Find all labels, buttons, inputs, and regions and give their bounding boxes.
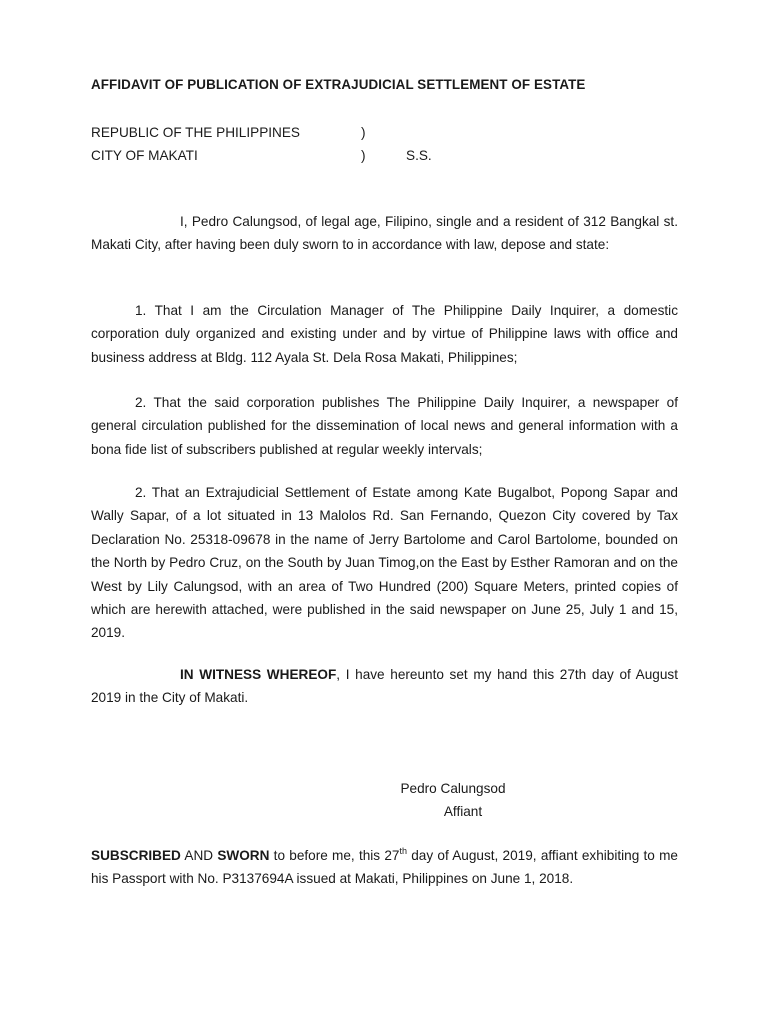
venue-paren-1: ): [361, 125, 366, 140]
affiant-role: Affiant: [443, 804, 483, 819]
jurat-text-2: day of August, 2019, affiant exhibiting to me his Passport with No. P3137694A issued at Makati, Philippines on June 1, 2018.: [91, 848, 678, 887]
venue-paren-2: ): [361, 148, 366, 163]
jurat-text-1: to before me, this 27: [269, 848, 400, 863]
witness-paragraph: [91, 663, 678, 710]
item-3-paragraph: 2. That an Extrajudicial Settlement of Estate among Kate Bugalbot, Popong Sapar and Wally Sapar, of a lot situated in 13 Malolos Rd. San Fernando, Quezon City covered by Tax Declaration No. 25318-09678 in the name of Jerry Bartolome and Carol Bartolome, bounded on the North by Pedro Cruz, on the South by Juan Timog,on the East by Esther Ramoran and on the West by Lily Calungsod, with an area of Two Hundred (200) Square Meters, printed copies of which are herewith attached, were published in the said newspaper on June 25, July 1 and 15, 2019.: [91, 485, 678, 641]
venue-ss: S.S.: [406, 148, 432, 163]
jurat-subscribed: SUBSCRIBED: [91, 848, 181, 863]
jurat-paragraph: [91, 844, 678, 891]
intro-paragraph: I, Pedro Calungsod, of legal age, Filipino, single and a resident of 312 Bangkal st. Makati City, after having been duly sworn to in accordance with law, depose and state:: [91, 214, 678, 253]
jurat-and: AND: [180, 848, 218, 863]
item-2-paragraph: 2. That the said corporation publishes The Philippine Daily Inquirer, a newspaper of general circulation published for the dissemination of local news and general information with a bona fide list of subscribers published at regular weekly intervals;: [91, 395, 678, 457]
venue-republic: REPUBLIC OF THE PHILIPPINES: [91, 125, 300, 140]
venue-city: CITY OF MAKATI: [91, 148, 198, 163]
witness-bold: IN WITNESS WHEREOF: [180, 667, 337, 682]
witness-text: , I have hereunto set my hand this 27th day of August 2019 in the City of Makati.: [91, 667, 678, 706]
document-title: AFFIDAVIT OF PUBLICATION OF EXTRAJUDICIAL SETTLEMENT OF ESTATE: [91, 77, 586, 92]
jurat-sworn: SWORN: [217, 848, 270, 863]
affiant-name: Pedro Calungsod: [400, 781, 506, 796]
item-1-paragraph: 1. That I am the Circulation Manager of The Philippine Daily Inquirer, a domestic corporation duly organized and existing under and by virtue of Philippine laws with office and business address at Bldg. 112 Ayala St. Dela Rosa Makati, Philippines;: [91, 303, 678, 365]
jurat-ordinal: th: [399, 846, 407, 856]
